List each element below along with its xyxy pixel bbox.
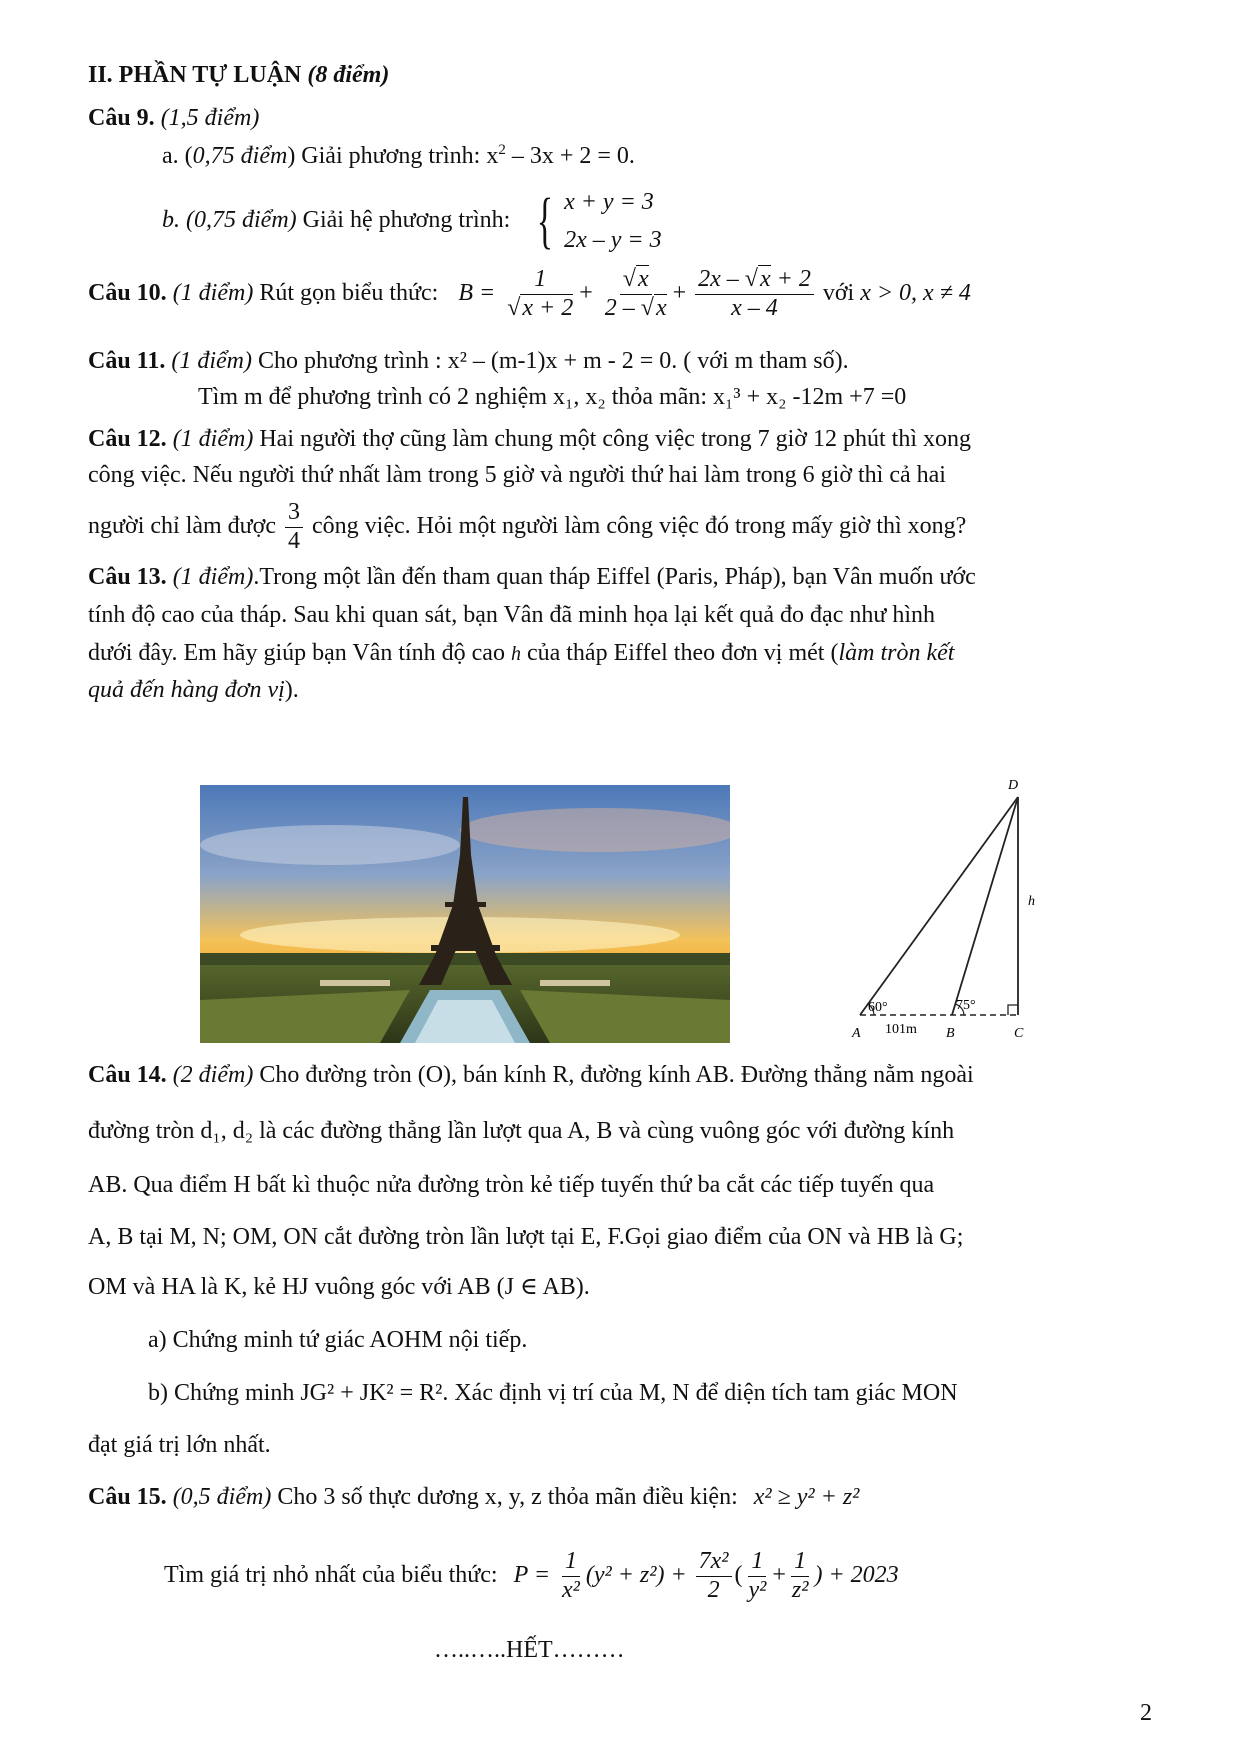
right-angle-icon xyxy=(1008,1005,1018,1015)
question-10: Câu 10. (1 điểm) Rút gọn biểu thức: B = $\frac{1}{√x + 2}$ + $\frac{√x}{2 - √x}$ + $\frac{2x - √x + 2}{x - 4}$ với x > 0, x ≠ 4 xyxy=(88,266,971,321)
question-12-line3: người chỉ làm được $\frac{3}{4}$ công việc. Hỏi một người làm công việc đó trong mấy giờ thì xong? xyxy=(88,499,967,554)
sqrt-icon: √ xyxy=(507,294,521,321)
question-14-line1: Câu 14. (2 điểm) Cho đường tròn (O), bán kính R, đường kính AB. Đường thẳng nằm ngoài xyxy=(88,1062,974,1088)
question-13-line4: quả đến hàng đơn vị). xyxy=(88,677,299,703)
end-marker: …..…..HẾT……… xyxy=(434,1637,625,1663)
sqrt-icon: √ xyxy=(622,266,636,293)
question-14b-cont: đạt giá trị lớn nhất. xyxy=(88,1432,271,1458)
eiffel-tower-photo xyxy=(200,785,730,1043)
question-14a: a) Chứng minh tứ giác AOHM nội tiếp. xyxy=(148,1327,528,1353)
question-12-line1: Câu 12. (1 điểm) Hai người thợ cũng làm chung một công việc trong 7 giờ 12 phút thì xong xyxy=(88,426,971,452)
label-c: C xyxy=(1014,1026,1024,1041)
label-b: B xyxy=(946,1026,955,1041)
question-9b: b. (0,75 điểm) Giải hệ phương trình: { x + y = 3 2x – y = 3 xyxy=(162,178,662,262)
question-12-line2: công việc. Nếu người thứ nhất làm trong 5 giờ và người thứ hai làm trong 6 giờ thì cả hai xyxy=(88,462,946,488)
sqrt-icon: √ xyxy=(744,266,758,293)
sqrt-icon: √ xyxy=(640,294,654,321)
question-15-line2: Tìm giá trị nhỏ nhất của biểu thức: P = $\frac{1}{\text{x²}}$ (y² + z²) + $\frac{\text{7x²}}{2}$ ( $\frac{1}{\text{y²}}$ + $\frac{1}{\text{z²}}$ ) + 2023 xyxy=(164,1548,899,1603)
equation-system: { x + y = 3 2x – y = 3 xyxy=(537,187,662,256)
question-13-line2: tính độ cao của tháp. Sau khi quan sát, bạn Vân đã minh họa lại kết quả đo đạc như hình xyxy=(88,602,936,628)
triangle-diagram xyxy=(840,775,1060,1045)
label-d: D xyxy=(1008,778,1019,793)
question-14b: b) Chứng minh JG² + JK² = R². Xác định vị trí của M, N để diện tích tam giác MON xyxy=(148,1380,958,1406)
question-15-line1: Câu 15. (0,5 điểm) Cho 3 số thực dương x, y, z thỏa mãn điều kiện: x² ≥ y² + z² xyxy=(88,1484,860,1510)
fraction-1: $\frac{1}{√x + 2}$ xyxy=(507,266,574,321)
question-11: Câu 11. (1 điểm) Cho phương trình : x² – (m-1)x + m - 2 = 0. ( với m tham số). xyxy=(88,348,849,374)
question-9-heading: Câu 9. (1,5 điểm) xyxy=(88,105,260,131)
label-angle-b: 75° xyxy=(956,998,976,1013)
label-angle-a: 60° xyxy=(868,1000,888,1015)
fraction-three-quarters: $\frac{3}{4}$ xyxy=(285,499,303,555)
fraction-2: $\frac{√x}{2 - √x}$ xyxy=(604,266,667,321)
question-11-condition: Tìm m để phương trình có 2 nghiệm x₁, x₂ thỏa mãn: x₁³ + x₂ -12m +7 =0 xyxy=(198,384,907,410)
question-13-line1: Câu 13. (1 điểm).Trong một lần đến tham quan tháp Eiffel (Paris, Pháp), bạn Vân muốn ước xyxy=(88,564,976,590)
section-title: II. PHẦN TỰ LUẬN (8 điểm) xyxy=(88,62,390,88)
question-9a: a. (0,75 điểm) Giải phương trình: $x^2 - 3x + 2 = 0$. xyxy=(162,142,635,169)
fraction-3: $\frac{2x - √x + 2}{x - 4}$ xyxy=(695,266,814,322)
question-14-line5: OM và HA là K, kẻ HJ vuông góc với AB (J ∈ AB). xyxy=(88,1274,590,1300)
label-h: h xyxy=(1028,894,1035,909)
label-a: A xyxy=(852,1026,861,1041)
left-brace-icon: { xyxy=(537,187,554,256)
question-13-line3: dưới đây. Em hãy giúp bạn Vân tính độ cao h của tháp Eiffel theo đơn vị mét (làm tròn kết xyxy=(88,640,955,666)
line-ad xyxy=(860,797,1018,1015)
page-number: 2 xyxy=(1140,1700,1152,1726)
label-distance: 101m xyxy=(885,1022,917,1037)
line-bd xyxy=(952,797,1018,1015)
question-14-line3: AB. Qua điểm H bất kì thuộc nửa đường tròn kẻ tiếp tuyến thứ ba cắt các tiếp tuyến qua xyxy=(88,1172,935,1198)
eiffel-photo-illustration xyxy=(200,785,730,1043)
question-14-line4: A, B tại M, N; OM, ON cắt đường tròn lần lượt tại E, F.Gọi giao điểm của ON và HB là G; xyxy=(88,1224,964,1250)
question-14-line2: đường tròn d₁, d₂ là các đường thẳng lần lượt qua A, B và cùng vuông góc với đường kính xyxy=(88,1118,955,1144)
